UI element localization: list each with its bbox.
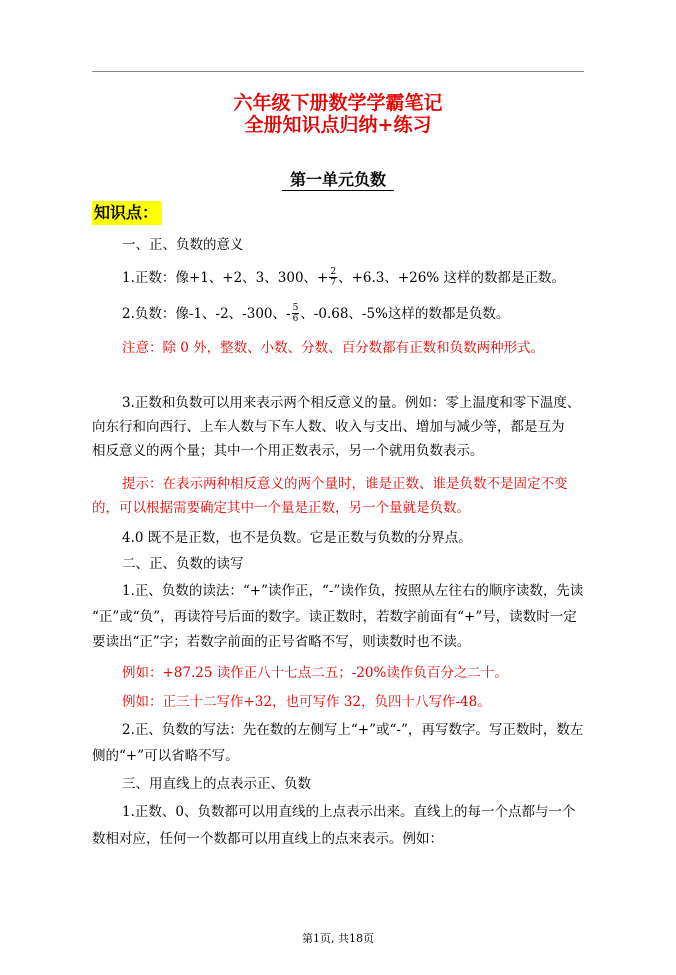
paragraph-line: 数相对应，任何一个数都可以用直线上的点来表示。例如： xyxy=(92,831,443,847)
unit-heading: 第一单元负数 xyxy=(0,167,676,190)
paragraph-line: 2.正、负数的写法：先在数的左侧写上“+”或“-”，再写数字。写正数时，数左 xyxy=(122,722,584,738)
paragraph-line: 1.正、负数的读法：“+”读作正，“-”读作负，按照从左往右的顺序读数，先读 xyxy=(122,583,584,599)
section-heading: 一、正、负数的意义 xyxy=(122,237,244,253)
document-subtitle: 全册知识点归纳+练习 xyxy=(244,114,432,136)
paragraph-line: 4.0 既不是正数，也不是负数。它是正数与负数的分界点。 xyxy=(122,530,472,546)
paragraph-line: 侧的“+”可以省略不写。 xyxy=(92,748,239,764)
knowledge-points-label: 知识点： xyxy=(92,201,162,225)
paragraph-line: 1.正数、0、负数都可以用直线的上点表示出来。直线上的每一个点都与一个 xyxy=(122,804,576,820)
header-rule xyxy=(92,71,584,72)
tip-line: 的，可以根据需要确定其中一个量是正数，另一个量就是负数。 xyxy=(92,500,470,516)
paragraph-line: 相反意义的两个量；其中一个用正数表示，另一个就用负数表示。 xyxy=(92,443,484,459)
section-heading: 三、用直线上的点表示正、负数 xyxy=(122,776,311,792)
positive-number-definition: 1.正数：像+1、+2、3、300、+ $\frac{2}{7}$ 、+6.3、+26% 这样的数都是正数。 xyxy=(122,267,565,288)
tip-line: 提示：在表示两种相反意义的两个量时，谁是正数、谁是负数不是固定不变 xyxy=(122,476,568,492)
note-text: 注意：除 0 外，整数、小数、分数、百分数都有正数和负数两种形式。 xyxy=(122,340,545,356)
document-title: 六年级下册数学学霸笔记 xyxy=(233,92,443,114)
page-footer: 第1页, 共18页 xyxy=(302,932,374,945)
section-heading: 二、正、负数的读写 xyxy=(122,556,244,572)
paragraph-line: 3.正数和负数可以用来表示两个相反意义的量。例如：零上温度和零下温度、 xyxy=(122,395,581,411)
fraction: $\frac{2}{7}$ xyxy=(330,267,337,288)
paragraph-line: “正”或“负”，再读符号后面的数字。读正数时，若数字前面有“+”号，读数时一定 xyxy=(92,609,577,625)
fraction: $\frac{5}{6}$ xyxy=(292,303,299,324)
negative-number-definition: 2.负数：像-1、-2、-300、- $\frac{5}{6}$ 、-0.68、-5%这样的数都是负数。 xyxy=(122,303,510,324)
example-line: 例如：正三十二写作+32，也可写作 32，负四十八写作-48。 xyxy=(122,694,491,710)
paragraph-line: 向东行和向西行、上车人数与下车人数、收入与支出、增加与减少等，都是互为 xyxy=(92,419,565,435)
paragraph-line: 要读出“正”字；若数字前面的正号省略不写，则读数时也不读。 xyxy=(92,634,471,650)
example-line: 例如：+87.25 读作正八十七点二五；-20%读作负百分之二十。 xyxy=(122,665,508,681)
